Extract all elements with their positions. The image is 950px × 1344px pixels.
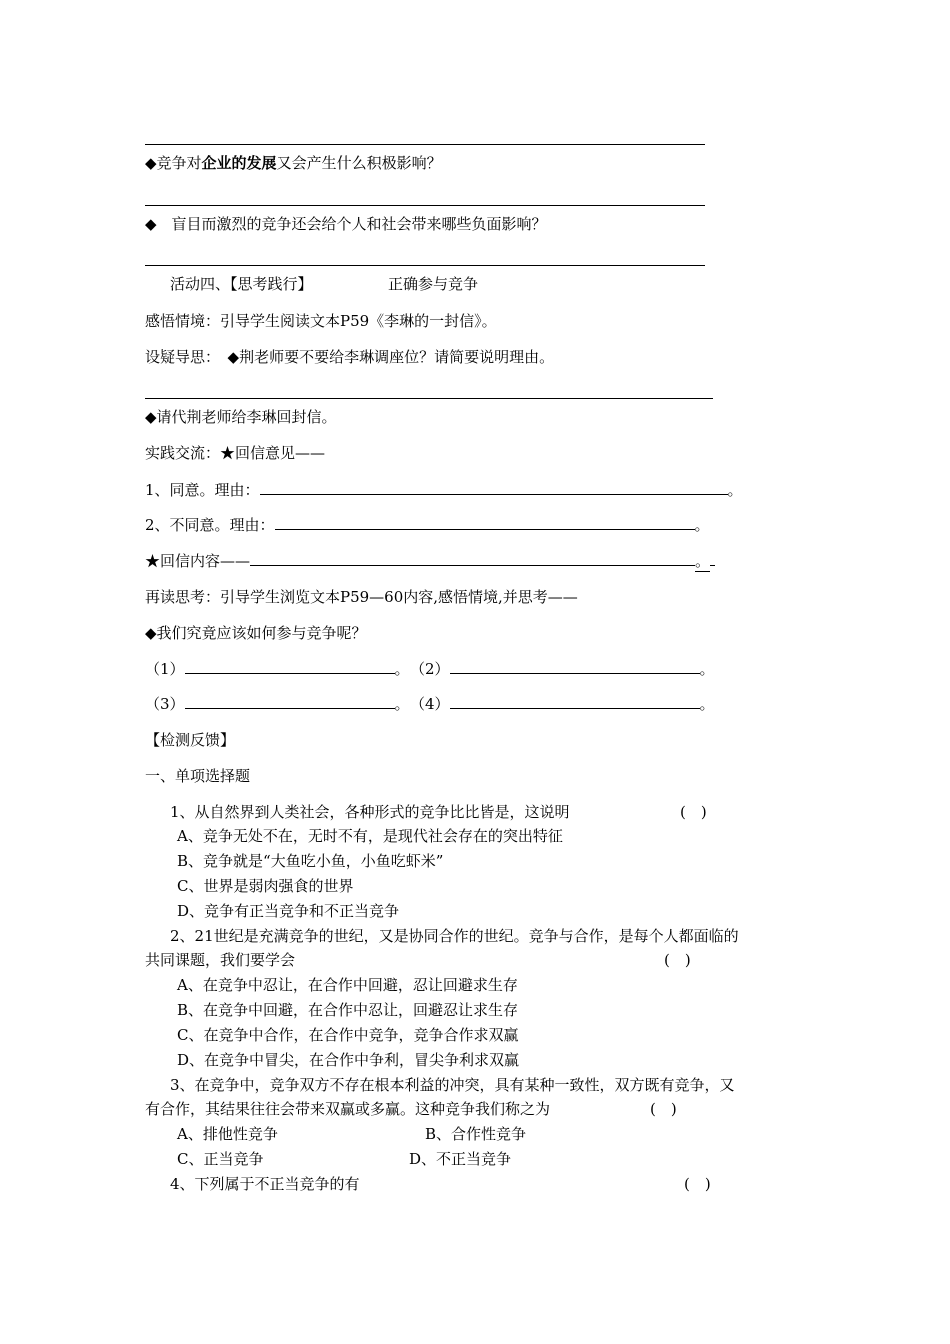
content-blank[interactable] — [250, 551, 695, 566]
disagree-line — [145, 515, 710, 535]
q2-stem-line1: 2、21世纪是充满竞争的世纪，又是协同合作的世纪。竞争与合作，是每个人都面临的 — [170, 927, 739, 945]
q2-option-c[interactable]: C、在竞争中合作，在合作中竞争，竞争合作求双赢 — [177, 1026, 519, 1044]
blank-4-end: 。 — [699, 695, 715, 713]
q2-option-a[interactable]: A、在竞争中忍让，在合作中回避，忍让回避求生存 — [177, 976, 518, 994]
question-enterprise-suffix: 又会产生什么积极影响？ — [276, 154, 442, 172]
reread-text: 再读思考：引导学生浏览文本P59—60内容,感悟情境,并思考—— — [145, 588, 578, 606]
activity4-topic: 正确参与竞争 — [388, 275, 479, 293]
blank-4-line[interactable] — [450, 694, 700, 709]
q3-option-b[interactable]: B、合作性竞争 — [425, 1125, 527, 1143]
practice-text: 实践交流：★回信意见—— — [145, 444, 326, 462]
q3-option-a[interactable]: A、排他性竞争 — [177, 1125, 278, 1143]
blank-1-end: 。 — [394, 660, 410, 678]
blank-2-end: 。 — [699, 660, 715, 678]
disagree-blank[interactable] — [275, 515, 695, 530]
q1-option-b[interactable]: B、竞争就是“大鱼吃小鱼，小鱼吃虾米” — [177, 852, 444, 870]
q2-answer-paren[interactable]: ( ) — [664, 951, 691, 969]
agree-label: 1、同意。理由： — [145, 481, 260, 499]
q2-option-d[interactable]: D、在竞争中冒尖，在合作中争利，冒尖争利求双赢 — [177, 1051, 520, 1069]
blank-3-line[interactable] — [185, 694, 395, 709]
q3-option-d[interactable]: D、不正当竞争 — [409, 1150, 512, 1168]
q2-option-b[interactable]: B、在竞争中回避，在合作中忍让，回避忍让求生存 — [177, 1001, 519, 1019]
blank-2-label: （2） — [410, 660, 450, 678]
answer-line[interactable] — [145, 265, 705, 266]
how-question: ◆我们究竟应该如何参与竞争呢？ — [145, 624, 367, 642]
blank-1-label: （1） — [145, 660, 185, 678]
blank-3 — [145, 694, 410, 714]
q3-answer-paren[interactable]: ( ) — [650, 1100, 677, 1118]
agree-line — [145, 480, 743, 500]
perceive-text: 感悟情境：引导学生阅读文本P59《李琳的一封信》。 — [145, 312, 497, 330]
question-negative: ◆ 盲目而激烈的竞争还会给个人和社会带来哪些负面影响？ — [145, 215, 547, 233]
q4-answer-paren[interactable]: ( ) — [684, 1175, 711, 1193]
blank-3-label: （3） — [145, 695, 185, 713]
q2-stem-line2: 共同课题，我们要学会 — [145, 951, 296, 969]
question-enterprise — [145, 153, 442, 173]
q1-stem: 1、从自然界到人类社会，各种形式的竞争比比皆是，这说明 — [170, 803, 570, 821]
blank-1 — [145, 659, 410, 679]
doubt-line — [145, 347, 554, 367]
q1-answer-paren[interactable]: ( ) — [680, 803, 707, 821]
answer-line[interactable] — [145, 398, 713, 399]
disagree-end: 。 — [694, 516, 710, 534]
disagree-label: 2、不同意。理由： — [145, 516, 275, 534]
q3-stem-line1: 3、在竞争中，竞争双方不存在根本利益的冲突，具有某种一致性，双方既有竞争，又 — [170, 1076, 735, 1094]
doubt-question: ◆荆老师要不要给李琳调座位？请简要说明理由。 — [227, 348, 555, 366]
blank-2 — [410, 659, 715, 679]
agree-end: 。 — [727, 481, 743, 499]
q3-option-c[interactable]: C、正当竞争 — [177, 1150, 264, 1168]
q1-option-a[interactable]: A、竞争无处不在，无时不有，是现代社会存在的突出特征 — [177, 827, 563, 845]
agree-blank[interactable] — [260, 480, 728, 495]
blank-4 — [410, 694, 715, 714]
q4-stem: 4、下列属于不正当竞争的有 — [170, 1175, 360, 1193]
blank-4-label: （4） — [410, 695, 450, 713]
blank-2-line[interactable] — [450, 659, 700, 674]
blank-3-end: 。 — [394, 695, 410, 713]
content-label: ★回信内容—— — [145, 552, 251, 570]
q3-stem-line2: 有合作，其结果往往会带来双赢或多赢。这种竞争我们称之为 — [145, 1100, 551, 1118]
doubt-label: 设疑导思： — [145, 348, 213, 366]
content-end: 。 — [695, 552, 711, 570]
reply-prompt: ◆请代荆老师给李琳回封信。 — [145, 408, 337, 426]
section-heading: 一、单项选择题 — [145, 767, 251, 785]
blank-1-line[interactable] — [185, 659, 395, 674]
answer-line[interactable] — [145, 205, 705, 206]
q1-option-c[interactable]: C、世界是弱肉强食的世界 — [177, 877, 354, 895]
content-line — [145, 551, 715, 572]
feedback-heading: 【检测反馈】 — [145, 731, 236, 749]
question-enterprise-bold: 企业的发展 — [201, 154, 277, 172]
q1-option-d[interactable]: D、竞争有正当竞争和不正当竞争 — [177, 902, 400, 920]
answer-line[interactable] — [145, 144, 705, 145]
question-enterprise-prefix: ◆竞争对 — [145, 154, 202, 172]
activity4-label: 活动四、【思考践行】 — [170, 275, 313, 293]
